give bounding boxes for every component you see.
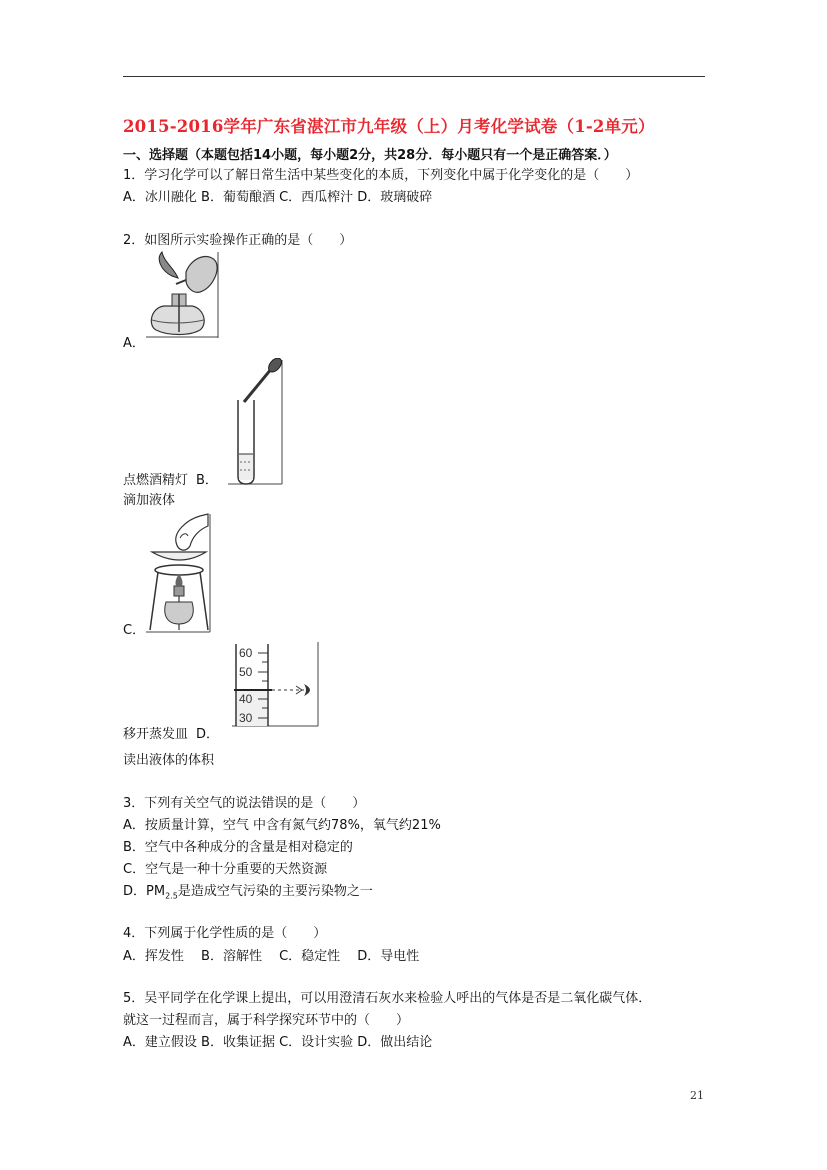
cylinder-tick-60: 60 (239, 646, 253, 660)
q3-option-b: B．空气中各种成分的含量是相对稳定的 (123, 840, 353, 855)
q5-stem-line1: 5．吴平同学在化学课上提出，可以用澄清石灰水来检验人呼出的气体是否是二氧化碳气体． (123, 991, 652, 1006)
q2-option-a-caption (123, 473, 218, 489)
q3-option-a: A．按质量计算，空气 中含有氮气约78%，氧气约21% (123, 818, 441, 833)
q4-options: A．挥发性 B．溶解性 C．稳定性 D．导电性 (123, 949, 420, 964)
q2-option-c-letter: C． (123, 623, 146, 638)
page-number: 21 (690, 1089, 704, 1102)
figure-graduated-cylinder (232, 640, 322, 728)
figure-evaporating-dish-on-tripod (146, 512, 214, 634)
q3-d-prefix: D．PM (123, 884, 166, 899)
cylinder-tick-30: 30 (239, 711, 253, 725)
q2-caption-c: 移开蒸发皿 (123, 727, 189, 742)
q2-option-d-letter: D． (196, 727, 220, 742)
header-rule (123, 76, 705, 77)
q3-option-d (123, 884, 373, 905)
q5-stem-line2: 就这一过程而言，属于科学探究环节中的（ ） (123, 1013, 410, 1028)
cylinder-tick-50: 50 (239, 665, 253, 679)
figure-dropper-in-test-tube (228, 358, 286, 486)
figure-lighting-alcohol-lamp (146, 250, 222, 340)
q2-option-d-caption: 读出液体的体积 (123, 753, 215, 768)
q3-d-suffix: 是造成空气污染的主要污染物之一 (177, 884, 373, 899)
q3-d-subscript: 2.5 (165, 891, 178, 901)
q3-stem: 3．下列有关空气的说法错误的是（ ） (123, 796, 366, 811)
q1-options: A．冰川融化 B．葡萄酿酒 C．西瓜榨汁 D．玻璃破碎 (123, 190, 433, 205)
q2-option-a-letter: A． (123, 336, 145, 351)
q2-option-c-caption (123, 727, 219, 743)
q2-option-b-caption: 滴加液体 (123, 493, 176, 508)
q2-option-b-letter: B． (196, 473, 218, 488)
cylinder-tick-40: 40 (239, 692, 253, 706)
section-heading: 一、选择题（本题包括14小题，每小题2分，共28分．每小题只有一个是正确答案．） (123, 148, 617, 163)
q1-stem: 1．学习化学可以了解日常生活中某些变化的本质，下列变化中属于化学变化的是（ ） (123, 168, 639, 183)
exam-title: 2015-2016学年广东省湛江市九年级（上）月考化学试卷（1-2单元） (123, 117, 655, 136)
q3-option-c: C．空气是一种十分重要的天然资源 (123, 862, 328, 877)
q2-stem: 2．如图所示实验操作正确的是（ ） (123, 233, 353, 248)
q4-stem: 4．下列属于化学性质的是（ ） (123, 926, 327, 941)
q5-options: A．建立假设 B．收集证据 C．设计实验 D．做出结论 (123, 1035, 433, 1050)
q2-caption-a: 点燃酒精灯 (123, 473, 189, 488)
